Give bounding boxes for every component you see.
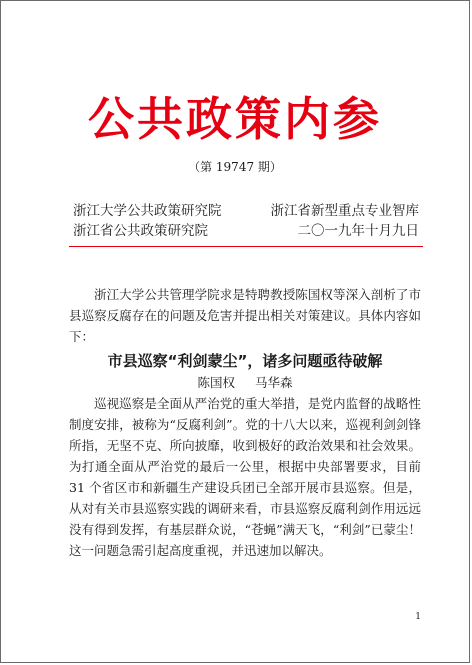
- publish-date: 二〇一九年十月九日: [297, 223, 419, 239]
- publisher-row-1: [73, 201, 419, 221]
- publisher-left-2: 浙江省公共政策研究院: [73, 223, 208, 239]
- publisher-block: [73, 201, 419, 241]
- article-paragraph: 巡视巡察是全面从严治党的重大举措，是党内监督的战略性制度安排，被称为“反腐利剑”。党的十八大以来，巡视利剑剑锋所指，无坚不克、所向披靡，收到极好的政治效果和社会效果。为打通全面从严治党的最后一公里，根据中央部署要求，目前 31 个省区市和新疆生产建设兵团已全部开展市县巡察。但是，从对有关市县巡察实践的调研来看，市县巡察反腐利剑作用远远没有得到发挥，有基层群众说，“苍蝇”满天飞，“利剑”已蒙尘！这一问题急需引起高度重视，并迅速加以解决。: [69, 396, 421, 558]
- article-authors: [69, 373, 421, 393]
- masthead-title: 公共政策内参: [88, 92, 382, 146]
- publisher-left-1: 浙江大学公共政策研究院: [73, 203, 222, 219]
- article-title: 市县巡察“利剑蒙尘”，诸多问题亟待破解: [107, 352, 383, 370]
- page-number: 1: [415, 612, 421, 622]
- author-2: 马华森: [254, 375, 293, 390]
- issue-number: （第 19747 期）: [188, 160, 282, 174]
- red-divider: [69, 246, 423, 247]
- intro-paragraph: 浙江大学公共管理学院求是特聘教授陈国权等深入剖析了市县巡察反腐存在的问题及危害并提出相关对策建议。具体内容如下：: [69, 287, 421, 344]
- author-1: 陈国权: [197, 375, 235, 390]
- publisher-row-2: [73, 221, 419, 241]
- document-body: [69, 284, 421, 561]
- publisher-right-1: 浙江省新型重点专业智库: [270, 203, 419, 219]
